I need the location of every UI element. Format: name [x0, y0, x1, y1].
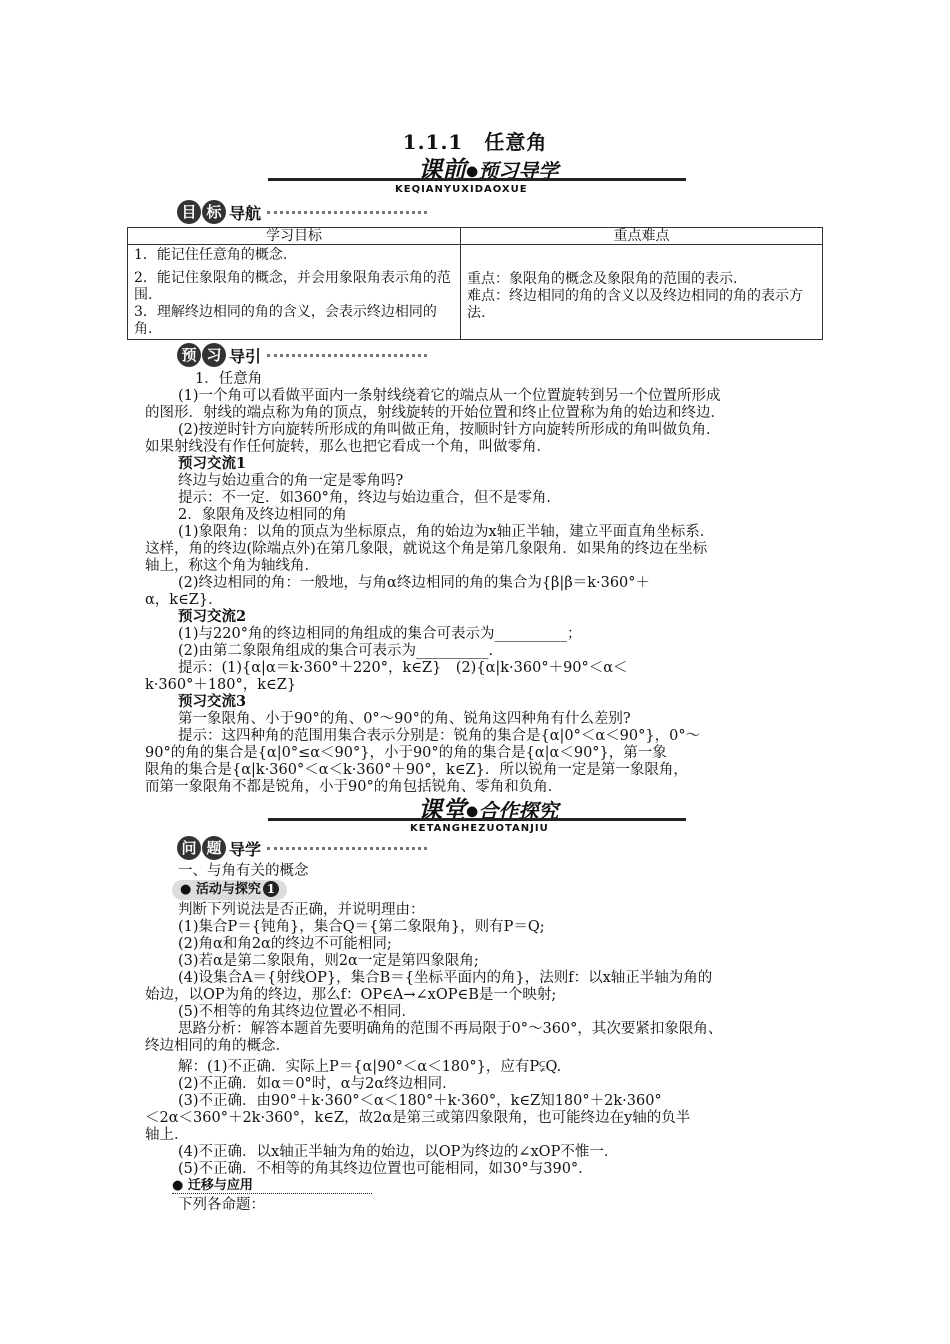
activity-label: 活动与探究: [195, 882, 261, 897]
page-title: 1.1.1 任意角: [402, 130, 548, 154]
analysis-line: 思路分析：解答本题首先要明确角的范围不再局限于0°～360°，其次要紧扣象限角、: [178, 1021, 723, 1037]
text-line: 判断下列说法是否正确，并说明理由：: [178, 902, 425, 918]
text-line: ＜2α＜360°＋2k·360°，k∈Z，故2α是第三或第四象限角，也可能终边在y轴的负半: [145, 1110, 691, 1126]
text-line: (2)终边相同的角：一般地，与角α终边相同的角的集合为{β|β＝k·360°＋: [178, 575, 651, 591]
text-line: 提示：不一定．如360°角，终边与始边重合，但不是零角．: [178, 490, 561, 506]
text-line: (1)集合P＝{钝角}，集合Q＝{第二象限角}，则有P＝Q;: [178, 919, 545, 935]
text-line: (2)不正确．如α＝0°时，α与2α终边相同．: [178, 1076, 457, 1092]
text-line: 轴上．: [145, 1127, 189, 1143]
text-line: 轴上，称这个角为轴线角．: [145, 558, 319, 574]
section-banner-class: 课堂●合作探究: [418, 795, 559, 824]
activity-number: 1: [263, 881, 279, 897]
banner-main: 课堂: [418, 795, 466, 824]
banner-sub: 预习导学: [478, 159, 559, 183]
banner-sub: 合作探究: [478, 799, 559, 823]
text-line: (1)与220°角的终边相同的角组成的集合可表示为__________；: [178, 626, 582, 642]
text-line: (1)一个角可以看做平面内一条射线绕着它的端点从一个位置旋转到另一个位置所形成: [178, 388, 721, 404]
tag-label: 导航: [229, 203, 262, 223]
transfer-badge: ● 迁移与应用: [172, 1178, 253, 1193]
tag-label: 导学: [229, 839, 262, 859]
text-line: 这样，角的终边(除端点外)在第几象限，就说这个角是第几象限角．如果角的终边在坐标: [145, 541, 708, 557]
activity-badge: ● 活动与探究 1: [172, 880, 287, 900]
text-line: (2)由第二象限角组成的集合可表示为__________.: [178, 643, 494, 659]
text-line: (4)不正确．以x轴正半轴为角的始边，以OP为终边的∠xOP不惟一．: [178, 1144, 619, 1160]
text-line: 一、与角有关的概念: [178, 863, 309, 879]
text-line: 提示：(1){α|α＝k·360°＋220°，k∈Z} (2){α|k·360°＋90°＜α＜: [178, 660, 628, 676]
text-line: 而第一象限角不都是锐角，小于90°的角包括锐角、零角和负角．: [145, 779, 563, 795]
section-tag-goal: [177, 200, 427, 224]
text-line: 2．象限角及终边相同的角: [178, 507, 347, 523]
text-line: 下列各命题：: [178, 1197, 265, 1213]
key-point: 难点：终边相同的角的含义以及终边相同的角的表示方法.: [467, 288, 803, 321]
banner-main: 课前: [418, 155, 466, 184]
text-line: 终边与始边重合的角一定是零角吗?: [178, 473, 404, 489]
goal-item: 3．理解终边相同的角的含义，会表示终边相同的角.: [134, 304, 437, 337]
banner-pinyin: KEQIANYUXIDAOXUE: [395, 184, 528, 195]
section-banner-preview: 课前●预习导学: [418, 155, 559, 184]
text-line: 1．任意角: [195, 371, 263, 387]
goals-table: [127, 227, 823, 340]
solution-line: 解：(1)不正确．实际上P＝{α|90°＜α＜180°}，应有P⫋Q.: [178, 1059, 562, 1075]
key-point: 重点：象限角的概念及象限角的范围的表示.: [467, 271, 738, 287]
tag-chip: 问: [177, 836, 201, 860]
tag-chip: 题: [202, 836, 226, 860]
dotted-divider: [267, 354, 427, 357]
text-line: 始边，以OP为角的终边，那么f：OP∈A→∠xOP∈B是一个映射;: [145, 987, 557, 1003]
text-line: 限角的集合是{α|k·360°＜α＜k·360°＋90°，k∈Z}．所以锐角一定是第一象限角，: [145, 762, 688, 778]
banner-pinyin: KETANGHEZUOTANJIU: [410, 823, 549, 834]
text-line: (4)设集合A＝{射线OP}，集合B＝{坐标平面内的角}，法则f：以x轴正半轴为角的: [178, 970, 713, 986]
text-line: 的图形．射线的端点称为角的顶点，射线旋转的开始位置和终止位置称为角的始边和终边．: [145, 405, 725, 421]
table-header-key-points: 重点难点: [461, 228, 823, 245]
tag-chip: 预: [177, 343, 201, 367]
goal-item: 1．能记住任意角的概念.: [134, 247, 288, 263]
text-line: α，k∈Z}．: [145, 592, 223, 608]
exchange-heading: 预习交流1: [178, 455, 247, 472]
text-line: 第一象限角、小于90°的角、0°～90°的角、锐角这四种角有什么差别?: [178, 711, 631, 727]
goal-item: 2．能记住象限角的概念，并会用象限角表示角的范围.: [134, 270, 451, 303]
dotted-divider: [267, 211, 427, 214]
exchange-heading: 预习交流3: [178, 693, 247, 710]
section-tag-preview: [177, 343, 427, 367]
text-line: k·360°＋180°，k∈Z}: [145, 677, 297, 693]
transfer-divider: [172, 1193, 372, 1194]
text-line: (2)角α和角2α的终边不可能相同;: [178, 936, 392, 952]
text-line: (1)象限角：以角的顶点为坐标原点，角的始边为x轴正半轴，建立平面直角坐标系．: [178, 524, 715, 540]
text-line: (5)不正确．不相等的角其终边位置也可能相同，如30°与390°．: [178, 1161, 593, 1177]
text-line: 提示：这四种角的范围用集合表示分别是：锐角的集合是{α|0°＜α＜90°}，0°～: [178, 728, 701, 744]
tag-chip: 习: [202, 343, 226, 367]
banner-rule: [268, 818, 686, 821]
exchange-heading: 预习交流2: [178, 608, 247, 625]
transfer-label: 迁移与应用: [187, 1178, 253, 1193]
text-line: (2)按逆时针方向旋转所形成的角叫做正角，按顺时针方向旋转所形成的角叫做负角．: [178, 422, 721, 438]
text-line: (3)若α是第二象限角，则2α一定是第四象限角;: [178, 953, 479, 969]
text-line: 如果射线没有作任何旋转，那么也把它看成一个角，叫做零角．: [145, 439, 551, 455]
tag-chip: 目: [177, 200, 201, 224]
dotted-divider: [267, 847, 427, 850]
tag-chip: 标: [202, 200, 226, 224]
key-points-cell: [461, 245, 823, 340]
banner-rule: [268, 178, 686, 181]
section-tag-question: [177, 836, 427, 860]
tag-label: 导引: [229, 346, 262, 366]
text-line: (5)不相等的角其终边位置必不相同．: [178, 1004, 417, 1020]
text-line: 终边相同的角的概念．: [145, 1038, 290, 1054]
text-line: (3)不正确．由90°＋k·360°＜α＜180°＋k·360°，k∈Z知180°＋2k·360°: [178, 1093, 662, 1109]
table-header-goals: 学习目标: [128, 228, 461, 245]
goals-cell: [128, 245, 461, 340]
text-line: 90°的角的集合是{α|0°≤α＜90°}，小于90°的角的集合是{α|α＜90°}，第一象: [145, 745, 667, 761]
